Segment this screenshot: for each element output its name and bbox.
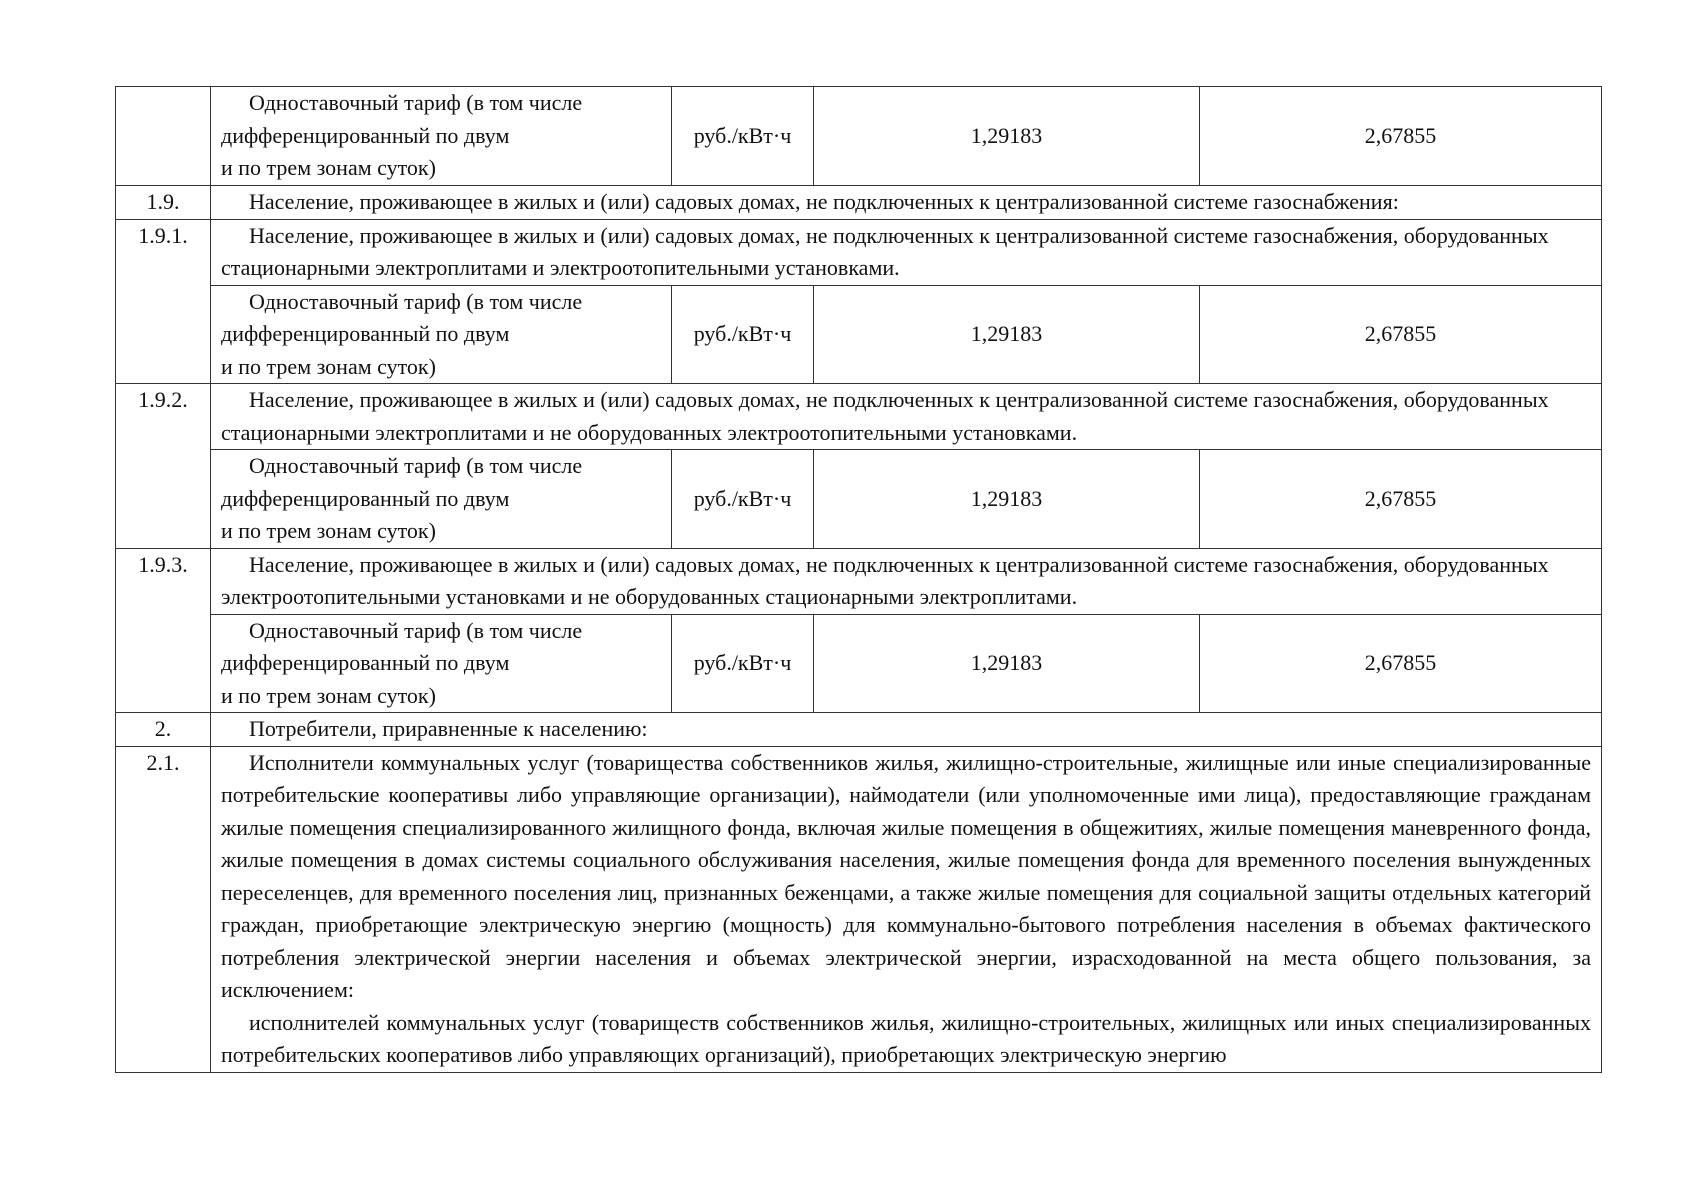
tariff-line: дифференцированный по двум xyxy=(221,650,510,675)
value-cell: 1,29183 xyxy=(814,285,1200,384)
paragraph: Исполнители коммунальных услуг (товарищества собственников жилья, жилищно-строительные, жилищные или иные специализированные потребительские кооперативы либо управляющие организации), наймодатели (или уполномоченные ими лица), предоставляющие гражданам жилые помещения специализированного жилищного фонда, включая жилые помещения в общежитиях, жилые помещения маневренного фонда, жилые помещения в домах системы социального обслуживания населения, жилые помещения фонда для временного поселения вынужденных переселенцев, для временного поселения лиц, признанных беженцами, а также жилые помещения для социальной защиты отдельных категорий граждан, приобретающие электрическую энергию (мощность) для коммунально-бытового потребления населения в объемах фактического потребления электрической энергии населения и объемах электрической энергии, израсходованной на места общего пользования, за исключением: xyxy=(221,749,1591,1002)
tariff-description-cell xyxy=(211,87,672,186)
paragraph: исполнителей коммунальных услуг (товариществ собственников жилья, жилищно-строительных, жилищных или иных специализированных потребительских кооперативов либо управляющих организаций), приобретающих электрическую энергию xyxy=(221,1009,1591,1067)
unit-cell: руб./кВт·ч xyxy=(672,285,814,384)
row-number-cell: 1.9.2. xyxy=(116,384,211,549)
row-number-cell: 2. xyxy=(116,713,211,747)
tariff-line: Одноставочный тариф (в том числе xyxy=(249,288,583,314)
tariff-line: и по трем зонам суток) xyxy=(221,682,436,708)
tariff-description-cell xyxy=(211,285,672,384)
unit-cell: руб./кВт·ч xyxy=(672,614,814,713)
table-row xyxy=(116,713,1602,747)
tariff-line: Одноставочный тариф (в том числе xyxy=(249,617,583,643)
row-number-cell: 1.9. xyxy=(116,186,211,220)
tariff-line: и по трем зонам суток) xyxy=(221,353,436,379)
row-number-cell: 1.9.1. xyxy=(116,219,211,384)
tariff-line: дифференцированный по двум xyxy=(221,321,510,346)
tariff-line: дифференцированный по двум xyxy=(221,485,510,511)
value-cell: 1,29183 xyxy=(814,614,1200,713)
section-description-cell: Население, проживающее в жилых и (или) садовых домах, не подключенных к централизованной системе газоснабжения, оборудованных стационарными электроплитами и электроотопительными установками. xyxy=(211,219,1602,285)
tariff-line: и по трем зонам суток) xyxy=(221,518,436,543)
table-row xyxy=(116,450,1602,549)
tariff-line: Одноставочный тариф (в том числе xyxy=(249,90,583,115)
value-cell: 1,29183 xyxy=(814,450,1200,549)
table-row xyxy=(116,614,1602,713)
unit-cell: руб./кВт·ч xyxy=(672,450,814,549)
tariff-line: Одноставочный тариф (в том числе xyxy=(249,453,583,478)
section-description-cell: Население, проживающее в жилых и (или) садовых домах, не подключенных к централизованной системе газоснабжения, оборудованных стационарными электроплитами и не оборудованных электроотопительными установками. xyxy=(211,384,1602,450)
tariff-line: дифференцированный по двум xyxy=(221,122,510,148)
table-row xyxy=(116,384,1602,450)
tariff-line: и по трем зонам суток) xyxy=(221,155,436,180)
value-cell: 2,67855 xyxy=(1200,450,1602,549)
row-number-cell: 1.9.3. xyxy=(116,548,211,713)
section-description-cell: Потребители, приравненные к населению: xyxy=(211,713,1602,747)
value-cell: 1,29183 xyxy=(814,87,1200,186)
section-description-cell: Население, проживающее в жилых и (или) садовых домах, не подключенных к централизованной системе газоснабжения: xyxy=(211,186,1602,220)
value-cell: 2,67855 xyxy=(1200,87,1602,186)
row-number-cell xyxy=(116,87,211,186)
table-row xyxy=(116,285,1602,384)
table-row xyxy=(116,219,1602,285)
value-cell: 2,67855 xyxy=(1200,285,1602,384)
table-row xyxy=(116,746,1602,1072)
unit-cell: руб./кВт·ч xyxy=(672,87,814,186)
section-description-cell xyxy=(211,746,1602,1072)
row-number-cell: 2.1. xyxy=(116,746,211,1072)
tariff-table xyxy=(115,86,1602,1073)
table-row xyxy=(116,186,1602,220)
tariff-description-cell xyxy=(211,614,672,713)
value-cell: 2,67855 xyxy=(1200,614,1602,713)
section-description-cell: Население, проживающее в жилых и (или) садовых домах, не подключенных к централизованной системе газоснабжения, оборудованных электроотопительными установками и не оборудованных стационарными электроплитами. xyxy=(211,548,1602,614)
table-row xyxy=(116,87,1602,186)
tariff-description-cell xyxy=(211,450,672,549)
table-row xyxy=(116,548,1602,614)
